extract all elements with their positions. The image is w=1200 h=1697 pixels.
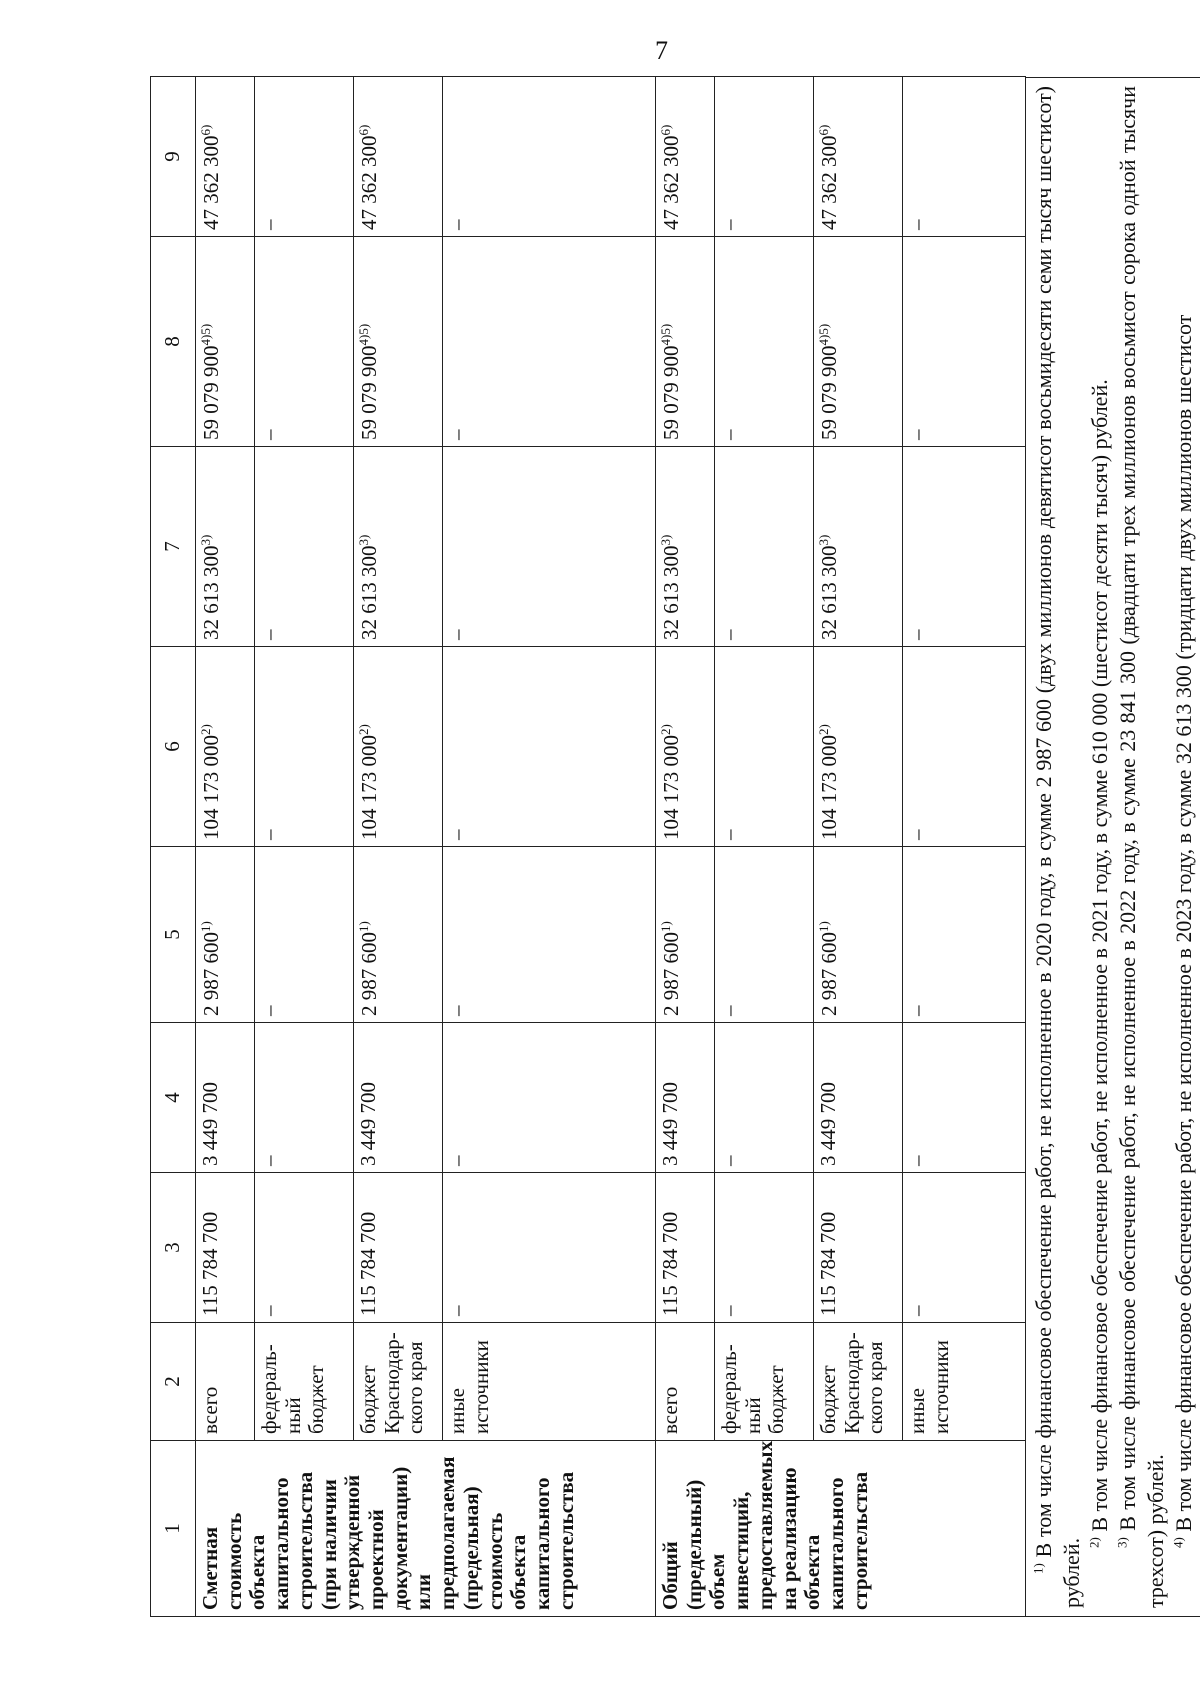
- cell-col3: 115 784 700: [354, 1173, 443, 1323]
- footnote-ref: 6): [356, 124, 371, 136]
- value: 47 362 300: [199, 135, 223, 230]
- cell-col9: –: [443, 77, 656, 237]
- table-row: [656, 77, 715, 1617]
- cell-col9: –: [715, 77, 814, 237]
- table-row: [354, 77, 443, 1617]
- footnote-ref: 6): [816, 124, 831, 136]
- cell-col3: –: [255, 1173, 354, 1323]
- cell-col5: [354, 847, 443, 1023]
- cell-col7: –: [443, 447, 656, 647]
- footnote-ref: 4)5): [356, 323, 371, 346]
- value: 47 362 300: [817, 135, 841, 230]
- cell-col4: –: [255, 1023, 354, 1173]
- value: 59 079 900: [659, 345, 683, 440]
- cell-col8: –: [903, 237, 1026, 447]
- column-number-row: [151, 77, 196, 1617]
- footnote-ref: 3): [658, 534, 673, 546]
- cell-col7: [196, 447, 255, 647]
- column-number: 4: [151, 1023, 196, 1173]
- footnote-ref: 2): [356, 724, 371, 735]
- cell-col7: [814, 447, 903, 647]
- footnote-ref: 6): [658, 124, 673, 136]
- cell-col7: [656, 447, 715, 647]
- column-number: 8: [151, 237, 196, 447]
- footnote-ref: 4)5): [658, 323, 673, 346]
- column-number: 3: [151, 1173, 196, 1323]
- cell-col8: –: [255, 237, 354, 447]
- value: 47 362 300: [659, 135, 683, 230]
- cell-col7: [354, 447, 443, 647]
- cell-col5: [196, 847, 255, 1023]
- column-number: 5: [151, 847, 196, 1023]
- footnote: [1114, 86, 1170, 1608]
- value: 2 987 600: [357, 932, 381, 1016]
- footnote-ref: 4)5): [198, 323, 213, 346]
- column-number: 9: [151, 77, 196, 237]
- funding-source: бюджет Краснодар-ского края: [814, 1323, 903, 1441]
- cell-col5: –: [255, 847, 354, 1023]
- value: 59 079 900: [357, 345, 381, 440]
- cell-col8: –: [715, 237, 814, 447]
- cell-col6: –: [715, 647, 814, 847]
- value: 2 987 600: [817, 932, 841, 1016]
- cell-col3: –: [903, 1173, 1026, 1323]
- footnote-mark: 4): [1170, 1537, 1186, 1548]
- value: 32 613 300: [357, 545, 381, 640]
- cell-col9: [196, 77, 255, 237]
- financing-table: [150, 76, 1026, 1617]
- footnote-ref: 2): [816, 724, 831, 735]
- cell-col6: –: [443, 647, 656, 847]
- footnote-mark: 3): [1114, 1537, 1130, 1548]
- column-number: 7: [151, 447, 196, 647]
- value: 47 362 300: [357, 135, 381, 230]
- cell-col7: –: [715, 447, 814, 647]
- cell-col8: [196, 237, 255, 447]
- footnote: [1030, 86, 1086, 1608]
- cell-col6: [354, 647, 443, 847]
- value: 32 613 300: [659, 545, 683, 640]
- cell-col9: –: [255, 77, 354, 237]
- footnote-ref: 1): [198, 921, 213, 932]
- footnote-text: В том числе финансовое обеспечение работ, не исполненное в 2020 году, в сумме 2 987 600 (двух миллионов девятисот восьмидесяти семи тысяч шестисот) рублей.: [1031, 85, 1084, 1608]
- footnote-ref: 6): [198, 124, 213, 136]
- footnote-text: В том числе финансовое обеспечение работ, не исполненное в 2022 году, в сумме 23 841 300 (двадцати трех миллионов восьмисот сорока одной тысячи трехсот) рублей.: [1114, 85, 1168, 1608]
- cell-col9: [354, 77, 443, 237]
- cell-col8: [656, 237, 715, 447]
- footnote-ref: 1): [658, 921, 673, 932]
- value: 2 987 600: [659, 932, 683, 1016]
- footnote-ref: 4)5): [816, 323, 831, 346]
- footnote-ref: 1): [356, 921, 371, 932]
- cell-col6: [814, 647, 903, 847]
- cell-col5: –: [903, 847, 1026, 1023]
- cell-col6: –: [255, 647, 354, 847]
- table-row: [814, 77, 903, 1617]
- footnotes-block: [1026, 77, 1200, 1617]
- cell-col5: [814, 847, 903, 1023]
- footnote-ref: 3): [356, 534, 371, 546]
- row-group-label: Сметная стоимость объекта капитального строительства (при наличии утвержденной проектной документации) или предполагаемая (предельная) стоимость объекта капитального строительства: [196, 1441, 656, 1617]
- table-row: [255, 77, 354, 1617]
- cell-col4: 3 449 700: [656, 1023, 715, 1173]
- footnote-ref: 3): [816, 534, 831, 546]
- cell-col8: –: [443, 237, 656, 447]
- funding-source: федераль-ный бюджет: [715, 1323, 814, 1441]
- cell-col3: 115 784 700: [814, 1173, 903, 1323]
- cell-col5: [656, 847, 715, 1023]
- footnote-ref: 3): [198, 534, 213, 546]
- value: 59 079 900: [817, 345, 841, 440]
- cell-col5: –: [443, 847, 656, 1023]
- table-row: [715, 77, 814, 1617]
- footnote-mark: 1): [1030, 1563, 1046, 1574]
- cell-col3: 115 784 700: [196, 1173, 255, 1323]
- cell-col6: –: [903, 647, 1026, 847]
- funding-source: всего: [196, 1323, 255, 1441]
- column-number: 1: [151, 1441, 196, 1617]
- table-row: [443, 77, 656, 1617]
- cell-col9: –: [903, 77, 1026, 237]
- cell-col6: [196, 647, 255, 847]
- cell-col4: 3 449 700: [354, 1023, 443, 1173]
- funding-source: иные источники: [443, 1323, 656, 1441]
- table-row: [903, 77, 1026, 1617]
- funding-source: всего: [656, 1323, 715, 1441]
- column-number: 2: [151, 1323, 196, 1441]
- footnote-text: В том числе финансовое обеспечение работ, не исполненное в 2021 году, в сумме 610 000 (шестисот десяти тысяч) рублей.: [1086, 379, 1112, 1532]
- value: 104 173 000: [199, 735, 223, 840]
- footnote: [1086, 86, 1114, 1608]
- cell-col3: –: [715, 1173, 814, 1323]
- cell-col6: [656, 647, 715, 847]
- cell-col5: –: [715, 847, 814, 1023]
- table-row: [196, 77, 255, 1617]
- footnote-ref: 2): [198, 724, 213, 735]
- cell-col3: 115 784 700: [656, 1173, 715, 1323]
- footnote-ref: 1): [816, 921, 831, 932]
- cell-col4: 3 449 700: [814, 1023, 903, 1173]
- value: 32 613 300: [199, 545, 223, 640]
- cell-col8: [354, 237, 443, 447]
- row-group-label: Общий (предельный) объем инвестиций, предоставляемых на реализацию объекта капитального строительства: [656, 1441, 1026, 1617]
- cell-col7: –: [903, 447, 1026, 647]
- footnote: [1170, 86, 1198, 1608]
- value: 59 079 900: [199, 345, 223, 440]
- rotated-table-sheet: [150, 77, 1196, 1617]
- value: 2 987 600: [199, 932, 223, 1016]
- value: 104 173 000: [357, 735, 381, 840]
- funding-source: федераль-ный бюджет: [255, 1323, 354, 1441]
- footnote-text: В том числе финансовое обеспечение работ, не исполненное в 2023 году, в сумме 32 613 300 (тридцати двух миллионов шестисот: [1170, 314, 1196, 1532]
- cell-col8: [814, 237, 903, 447]
- value: 104 173 000: [659, 735, 683, 840]
- cell-col9: [656, 77, 715, 237]
- value: 104 173 000: [817, 735, 841, 840]
- page-number: 7: [655, 36, 668, 65]
- cell-col9: [814, 77, 903, 237]
- value: 32 613 300: [817, 545, 841, 640]
- funding-source: иные источники: [903, 1323, 1026, 1441]
- funding-source: бюджет Краснодар-ского края: [354, 1323, 443, 1441]
- footnote-ref: 2): [658, 724, 673, 735]
- cell-col7: –: [255, 447, 354, 647]
- cell-col4: 3 449 700: [196, 1023, 255, 1173]
- cell-col4: –: [903, 1023, 1026, 1173]
- cell-col4: –: [715, 1023, 814, 1173]
- cell-col3: –: [443, 1173, 656, 1323]
- column-number: 6: [151, 647, 196, 847]
- footnote-mark: 2): [1086, 1537, 1102, 1548]
- cell-col4: –: [443, 1023, 656, 1173]
